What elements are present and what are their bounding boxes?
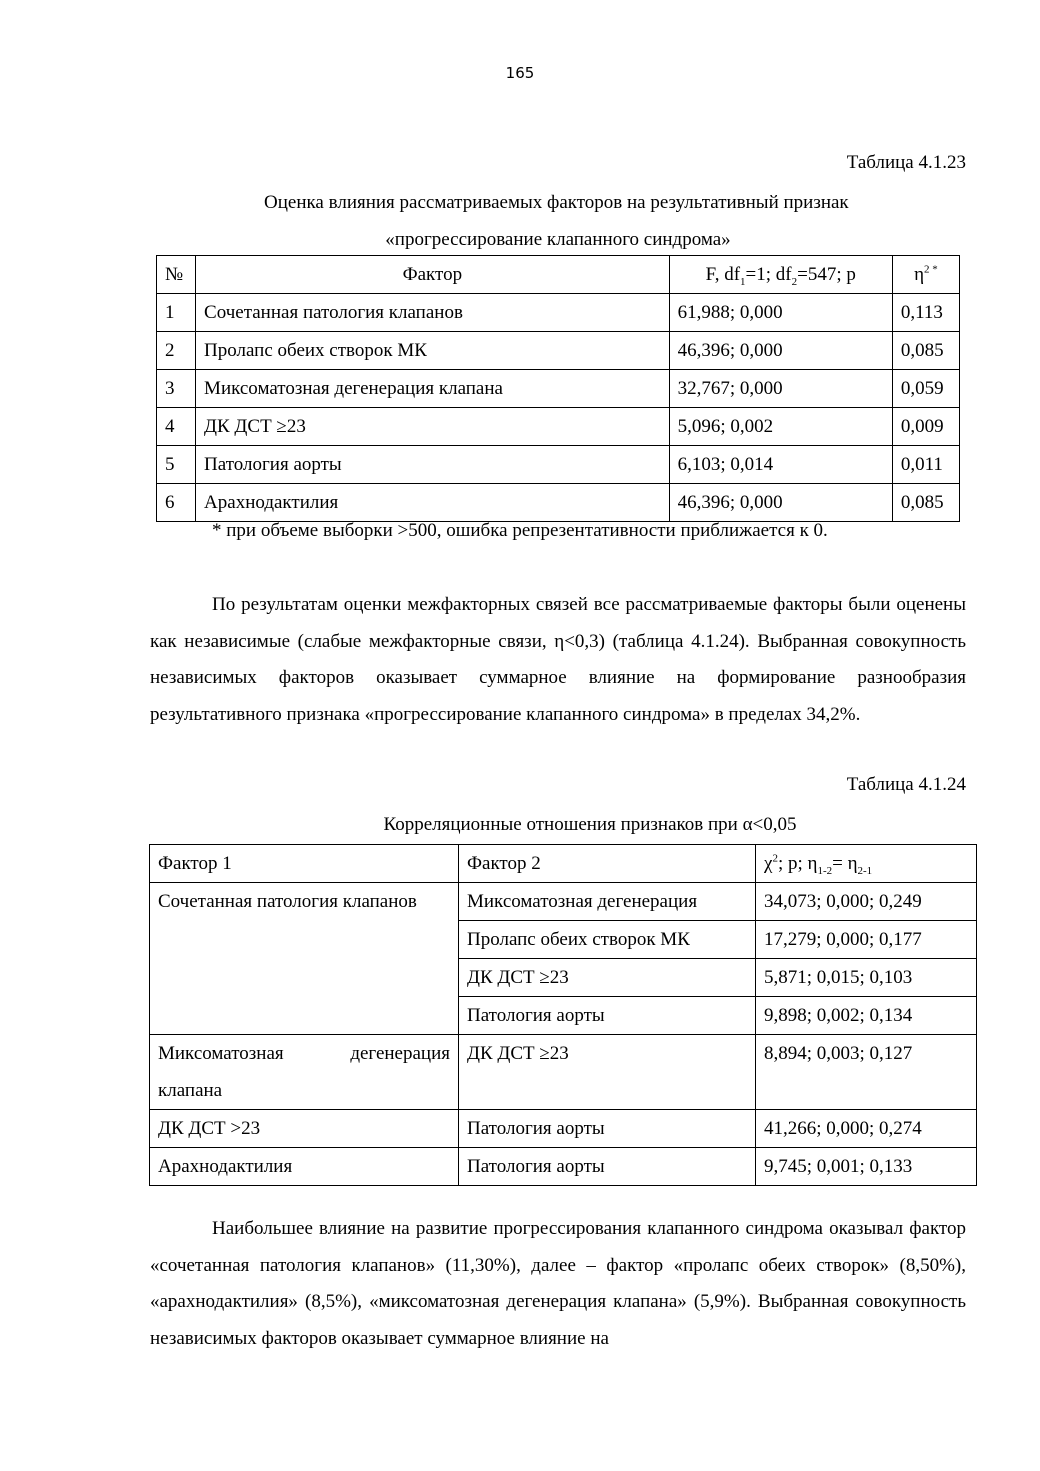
page-number: 165 — [505, 64, 535, 82]
table-cell: ДК ДСТ ≥23 — [196, 408, 670, 446]
table-row — [157, 370, 960, 408]
header-cell: № — [157, 256, 196, 294]
table-cell: 34,073; 0,000; 0,249 — [756, 883, 977, 921]
table-cell: Сочетанная патология клапанов — [196, 294, 670, 332]
table-cell: 61,988; 0,000 — [669, 294, 892, 332]
table-row — [150, 1035, 977, 1110]
table-cell: Арахнодактилия — [196, 484, 670, 522]
table-row — [157, 484, 960, 522]
table-cell: 32,767; 0,000 — [669, 370, 892, 408]
table1-caption-line1: Оценка влияния рассматриваемых факторов на результативный признак — [264, 192, 849, 213]
table-header-row — [150, 845, 977, 883]
table-header-row — [157, 256, 960, 294]
table2-caption: Корреляционные отношения признаков при α<0,05 — [383, 814, 797, 835]
table-cell: Сочетанная патология клапанов — [150, 883, 459, 1035]
table-cell: 46,396; 0,000 — [669, 332, 892, 370]
header-cell: F, $df_1=1$; $df_2=547$; p — [669, 256, 892, 294]
table-cell: 17,279; 0,000; 0,177 — [756, 921, 977, 959]
header-cell: Фактор 1 — [150, 845, 459, 883]
header-cell: $\chi^2$; p; $\eta_{1-2}= \eta_{2-1}$ — [756, 845, 977, 883]
table-cell: 2 — [157, 332, 196, 370]
table1-footnote: * при объеме выборки >500, ошибка репрезентативности приближается к 0. — [212, 520, 828, 541]
correlation-table — [149, 844, 977, 1186]
table-cell: Патология аорты — [459, 1110, 756, 1148]
table-cell: Миксоматозная дегенерация клапана — [196, 370, 670, 408]
table-cell: 3 — [157, 370, 196, 408]
table-row — [157, 408, 960, 446]
table-cell: Патология аорты — [196, 446, 670, 484]
header-cell: Фактор — [196, 256, 670, 294]
table-cell: 9,745; 0,001; 0,133 — [756, 1148, 977, 1186]
table-row — [157, 332, 960, 370]
table-row — [150, 1148, 977, 1186]
header-cell: $\eta^{2 *}$ — [892, 256, 959, 294]
paragraph-1: По результатам оценки межфакторных связей все рассматриваемые факторы были оценены как независимые (слабые межфакторные связи, η<0,3) (таблица 4.1.24). Выбранная совокупность независимых факторов оказывает суммарное влияние на формирование разнообразия результативного признака «прогрессирование клапанного синдрома» в пределах 34,2%. — [150, 594, 966, 725]
table-row — [157, 446, 960, 484]
table-cell: 0,085 — [892, 484, 959, 522]
table-cell: ДК ДСТ >23 — [150, 1110, 459, 1148]
table-cell: 46,396; 0,000 — [669, 484, 892, 522]
paragraph-2: Наибольшее влияние на развитие прогрессирования клапанного синдрома оказывал фактор «сочетанная патология клапанов» (11,30%), далее – фактор «пролапс обеих створок» (8,50%), «арахнодактилия» (8,5%), «миксоматозная дегенерация клапана» (5,9%). Выбранная совокупность независимых факторов оказывает суммарное влияние на — [150, 1218, 966, 1349]
table-cell: Арахнодактилия — [150, 1148, 459, 1186]
table-cell: Миксоматозная дегенерация — [459, 883, 756, 921]
table-cell: 0,009 — [892, 408, 959, 446]
table-row — [150, 1110, 977, 1148]
table-cell: ДК ДСТ ≥23 — [459, 1035, 756, 1110]
table-cell: 5,096; 0,002 — [669, 408, 892, 446]
table-cell: 1 — [157, 294, 196, 332]
table-cell: 0,059 — [892, 370, 959, 408]
table-cell: Пролапс обеих створок МК — [459, 921, 756, 959]
table-cell: 0,085 — [892, 332, 959, 370]
table-cell: 0,011 — [892, 446, 959, 484]
table-cell: Патология аорты — [459, 1148, 756, 1186]
table1-label: Таблица 4.1.23 — [846, 152, 966, 173]
table2-label: Таблица 4.1.24 — [846, 774, 966, 795]
header-cell: Фактор 2 — [459, 845, 756, 883]
table-cell: 4 — [157, 408, 196, 446]
table-cell: 0,113 — [892, 294, 959, 332]
table1-caption-line2: «прогрессирование клапанного синдрома» — [385, 229, 731, 250]
table-cell: 5 — [157, 446, 196, 484]
table-row — [150, 883, 977, 921]
table-cell: 5,871; 0,015; 0,103 — [756, 959, 977, 997]
table-cell: 6,103; 0,014 — [669, 446, 892, 484]
table-cell: 41,266; 0,000; 0,274 — [756, 1110, 977, 1148]
table-cell: 9,898; 0,002; 0,134 — [756, 997, 977, 1035]
table-cell: 8,894; 0,003; 0,127 — [756, 1035, 977, 1110]
table-cell: Пролапс обеих створок МК — [196, 332, 670, 370]
table-cell: ДК ДСТ ≥23 — [459, 959, 756, 997]
table-cell: Миксоматозная дегенерация клапана — [150, 1035, 459, 1110]
table-row — [157, 294, 960, 332]
factor-influence-table — [156, 255, 960, 522]
table-cell: 6 — [157, 484, 196, 522]
table-cell: Патология аорты — [459, 997, 756, 1035]
